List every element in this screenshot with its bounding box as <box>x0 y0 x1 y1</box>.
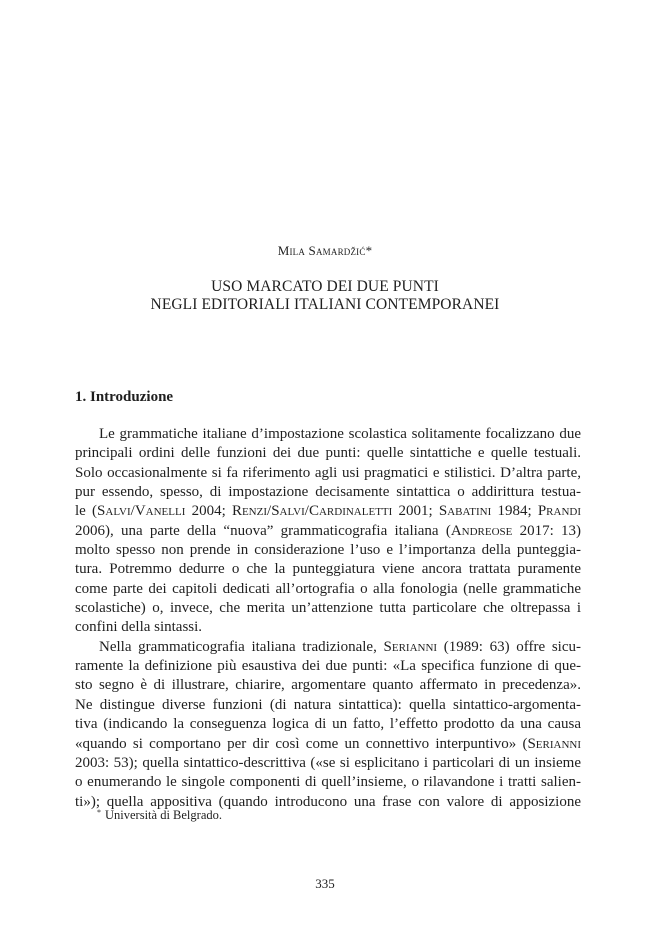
body-text <box>75 425 581 812</box>
author-footnote-marker: * <box>365 243 373 258</box>
footnote <box>97 808 222 823</box>
body-line: scolastiche) o, invece, che merita un’attenzione tutta particolare che oltrepassa i <box>75 600 581 617</box>
article-title <box>0 278 650 314</box>
body-line: Ne distingue diverse funzioni (di natura sintattica): quella sintattico-argomenta- <box>75 696 581 713</box>
body-line: 2003: 53); quella sintattico-descrittiva («se si esplicitano i particolari di un insieme <box>75 754 581 771</box>
section-heading: 1. Introduzione <box>75 389 174 405</box>
body-line: tiva (indicando la conseguenza logica di un fatto, l’effetto prodotto da una causa <box>75 716 581 733</box>
author-line <box>0 243 650 259</box>
footnote-text: Università di Belgrado. <box>105 808 222 822</box>
footnote-marker: * <box>97 808 101 817</box>
title-line-1: USO MARCATO DEI DUE PUNTI <box>211 278 439 295</box>
body-line: «quando si comportano per dir così come un connettivo interpuntivo» (Serianni <box>75 735 581 752</box>
body-line: tura. Potremmo dedurre o che la punteggiatura viene ancora trattata puramente <box>75 561 581 578</box>
body-line: ti»); quella appositiva (quando introducono una frase con valore di apposizione <box>75 793 581 810</box>
author-first-name: Mila <box>277 243 306 258</box>
page-number: 335 <box>315 876 335 891</box>
body-line: Le grammatiche italiane d’impostazione scolastica solitamente focalizzano due <box>99 426 581 442</box>
body-line: ramente la definizione più esaustiva dei due punti: «La specifica funzione di que- <box>75 658 581 675</box>
body-line: molto spesso non prende in considerazione l’uso e l’importanza della punteggia- <box>75 542 581 559</box>
body-line: sto segno è di illustrare, chiarire, argomentare quanto affermato in precedenza». <box>75 677 581 694</box>
body-line: Solo occasionalmente si fa riferimento agli usi pragmatici e stilistici. D’altra parte, <box>75 464 581 481</box>
body-line: Nella grammaticografia italiana tradizionale, Serianni (1989: 63) offre sicu- <box>99 638 581 655</box>
body-line: principali ordini delle funzioni dei due punti: quelle sintattiche e quelle testuali. <box>75 445 581 462</box>
body-line: come parte dei capitoli dedicati all’ortografia o alla fonologia (nelle grammatiche <box>75 580 581 597</box>
title-line-2: NEGLI EDITORIALI ITALIANI CONTEMPORANEI <box>150 296 500 313</box>
body-line: confini della sintassi. <box>75 619 203 636</box>
body-line: o enumerando le singole componenti di quell’insieme, o rilavandone i tratti salien- <box>75 774 581 791</box>
body-line: le (Salvi/Vanelli 2004; Renzi/Salvi/Cardinaletti 2001; Sabatini 1984; Prandi <box>75 503 582 520</box>
author-last-name: Samardžić <box>308 243 366 258</box>
body-line: pur essendo, spesso, di impostazione decisamente sintattica o addirittura testua- <box>75 484 581 501</box>
body-line: 2006), una parte della “nuova” grammaticografia italiana (Andreose 2017: 13) <box>75 522 581 539</box>
